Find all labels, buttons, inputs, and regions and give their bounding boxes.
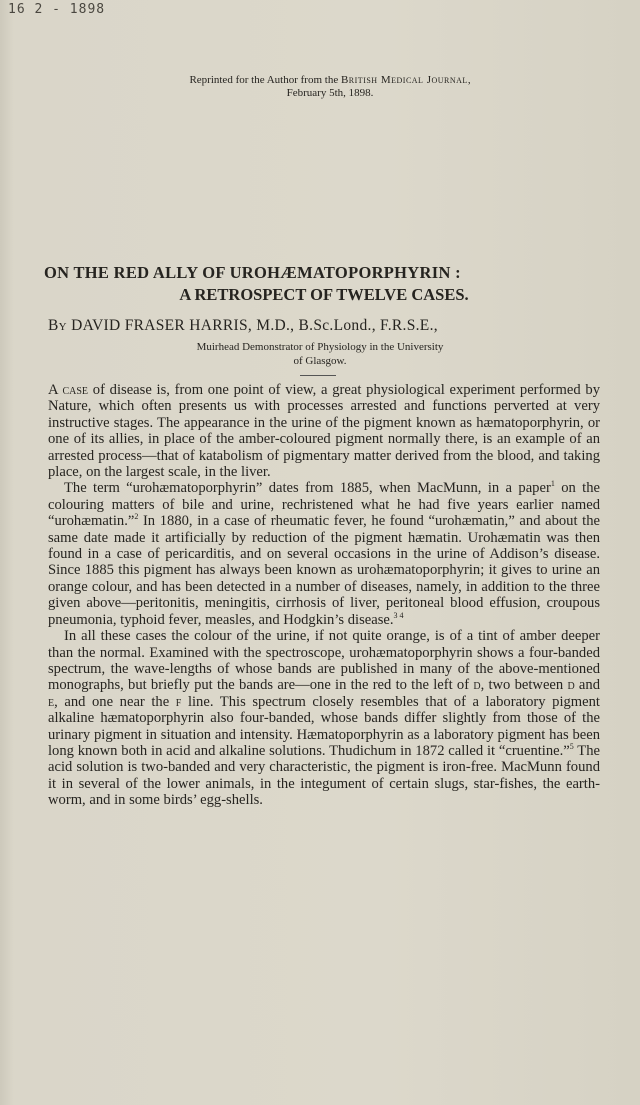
paragraph-1: A case of disease is, from one point of view, a great physiological experiment performed by Nature, which often presents us with processes arrested and functions perverted at very instructive stages. The appearance in the urine of the pigment known as hæmatoporphyrin, or one of its allies, in place of the amber-coloured pigment normally there, is an example of an arrested process—that of katabolism of pigmentary matter derived from the blood, and taking place, on the largest scale, in the liver. (48, 382, 601, 481)
article-title (34, 262, 614, 306)
footnote-ref: 3 4 (393, 610, 404, 620)
title-line-1: ON THE RED ALLY OF UROHÆMATOPORPHYRIN : (44, 263, 461, 282)
handwritten-reference: 16 2 - 1898 (8, 2, 106, 17)
reprint-line-1: Reprinted for the Author from the British Medical Journal, (189, 74, 471, 86)
reprint-date: February 5th, 1898. (286, 87, 374, 99)
author-line (48, 316, 608, 336)
section-divider (300, 375, 336, 376)
footnote-ref: 1 (550, 479, 555, 489)
paragraph-3: In all these cases the colour of the urine, if not quite orange, is of a tint of amber deeper than the normal. Examined with the spectroscope, urohæmatoporphyrin shows a four-banded spectrum, the wave-lengths of whose bands are published in many of the above-mentioned monographs, but briefly put the bands are—one in the red to the left of d, two between d and e, and one near the f line. This spectrum closely resembles that of a laboratory pigment alkaline hæmatoporphyrin also four-banded, whose bands differ slightly from those of the urinary pigment in situation and intensity. Hæmatoporphyrin as a laboratory pigment has been long known both in acid and alkaline solutions. Thudichum in 1872 called it “cruentine.”$^5$ The acid solution is two-banded and very characteristic, the pigment is iron-free. MacMunn found it in several of the lower animals, in the integument of certain slugs, star-fishes, the earth-worm, and in some birds’ egg-shells. (48, 628, 600, 809)
reprint-notice (80, 74, 580, 100)
title-line-2: A RETROSPECT OF TWELVE CASES. (179, 285, 469, 304)
footnote-ref: 5 (569, 742, 574, 752)
article-body (48, 382, 600, 809)
author-by: By (48, 317, 67, 334)
paragraph-2: The term “urohæmatoporphyrin” dates from 1885, when MacMunn, in a paper$^1$ on the colouring matters of bile and urine, rechristened what he had five years earlier named “urohæmatin.”$^2$ In 1880, in a case of rheumatic fever, he found “urohæmatin,” and about the same date made it artificially by reduction of the pigment hæmatin. Urohæmatin was then found in a case of pericarditis, and on several occasions in the urine of Addison’s disease. Since 1885 this pigment has always been known as urohæmatoporphyrin; it gives to urine an orange colour, and has been detected in a number of diseases, namely, in addition to the three given above—peritonitis, meningitis, cirrhosis of liver, peritoneal blood effusion, croupous pneumonia, typhoid fever, measles, and Hodgkin’s disease.$^{3 4}$ (48, 479, 600, 628)
author-affiliation: Muirhead Demonstrator of Physiology in the University of Glasgow. (196, 341, 444, 367)
journal-name: British Medical Journal (340, 74, 468, 86)
author-name: DAVID FRASER HARRIS, M.D., B.Sc.Lond., F.R.S.E., (71, 317, 438, 334)
footnote-ref: 2 (134, 512, 139, 522)
